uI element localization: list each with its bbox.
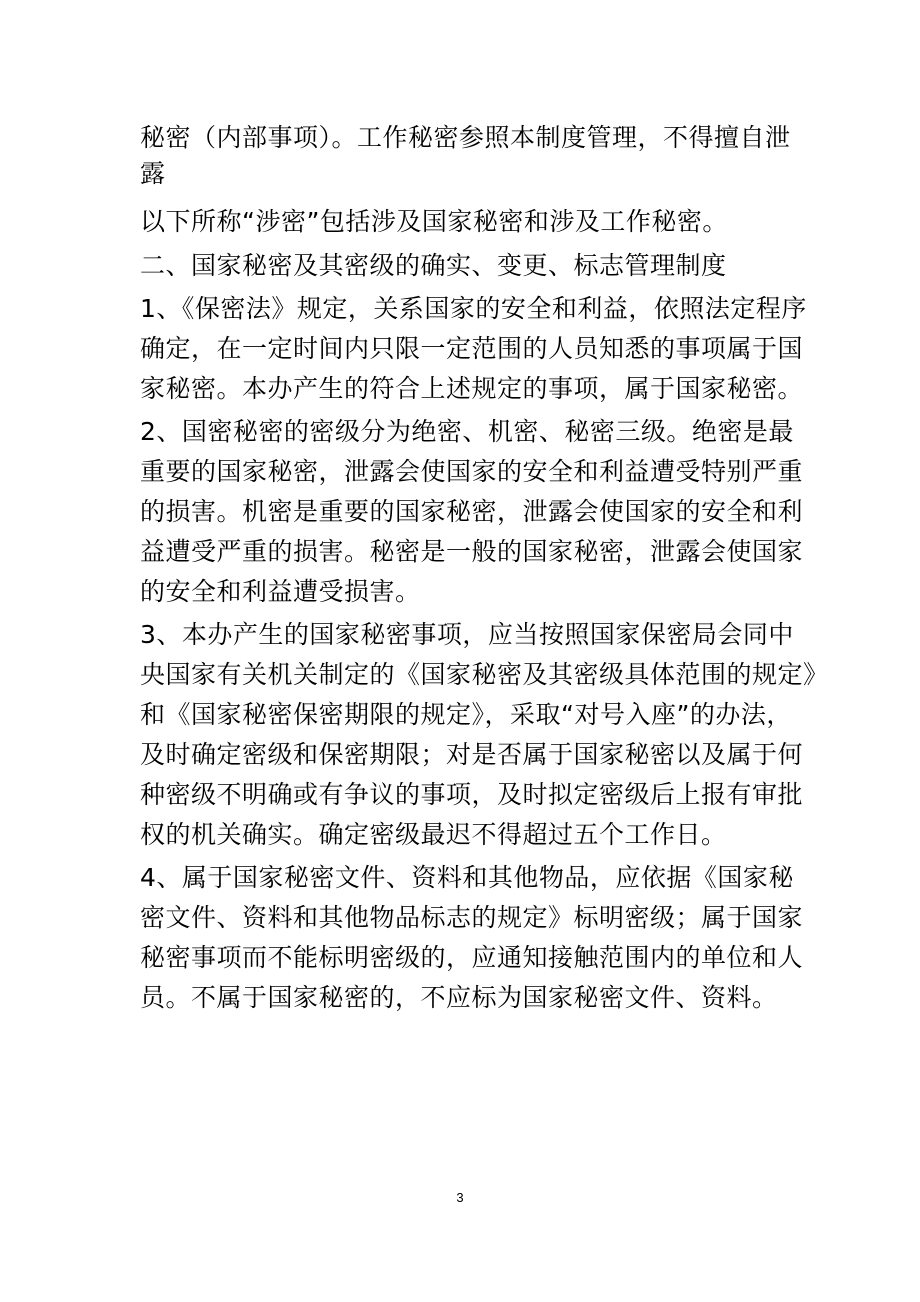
- text-line: 1、《保密法》规定，关系国家的安全和利益，依照法定程序: [140, 294, 807, 323]
- body-text: [140, 118, 829, 1017]
- text-line: 及时确定密级和保密期限；对是否属于国家秘密以及属于何: [140, 740, 804, 769]
- text-line: 权的机关确实。确定密级最迟不得超过五个工作日。: [140, 820, 727, 849]
- text-line: 的安全和利益遭受损害。: [140, 577, 421, 606]
- text-line: 秘密事项而不能标明密级的，应通知接触范围内的单位和人: [140, 943, 804, 972]
- text-line: 确定，在一定时间内只限一定范围的人员知悉的事项属于国: [140, 334, 804, 363]
- text-line: 员。不属于国家秘密的，不应标为国家秘密文件、资料。: [140, 983, 778, 1012]
- text-line: 益遭受严重的损害。秘密是一般的国家秘密，泄露会使国家: [140, 537, 804, 566]
- text-line: 重要的国家秘密，泄露会使国家的安全和利益遭受特别严重: [140, 457, 804, 486]
- text-line: 和《国家秘密保密期限的规定》，采取“对号入座”的办法，: [140, 700, 792, 729]
- text-line: 4、属于国家秘密文件、资料和其他物品，应依据《国家秘: [140, 863, 794, 892]
- text-line: 秘密（内部事项）。工作秘密参照本制度管理，不得擅自泄: [140, 123, 791, 152]
- text-line: 央国家有关机关制定的《国家秘密及其密级具体范围的规定》: [140, 660, 829, 689]
- page-number: 3: [456, 1190, 464, 1205]
- text-line: 二、国家秘密及其密级的确实、变更、标志管理制度: [140, 251, 727, 280]
- text-line: 种密级不明确或有争议的事项，及时拟定密级后上报有审批: [140, 780, 804, 809]
- text-line: 密文件、资料和其他物品标志的规定》标明密级；属于国家: [140, 903, 804, 932]
- text-line: 2、国密秘密的密级分为绝密、机密、秘密三级。绝密是最: [140, 417, 794, 446]
- text-line: 3、本办产生的国家秘密事项，应当按照国家保密局会同中: [140, 620, 794, 649]
- text-line: 的损害。机密是重要的国家秘密，泄露会使国家的安全和利: [140, 497, 804, 526]
- text-line: 露: [140, 159, 166, 188]
- text-line: 家秘密。本办产生的符合上述规定的事项，属于国家秘密。: [140, 374, 804, 403]
- text-line: 以下所称“涉密”包括涉及国家秘密和涉及工作秘密。: [140, 207, 728, 236]
